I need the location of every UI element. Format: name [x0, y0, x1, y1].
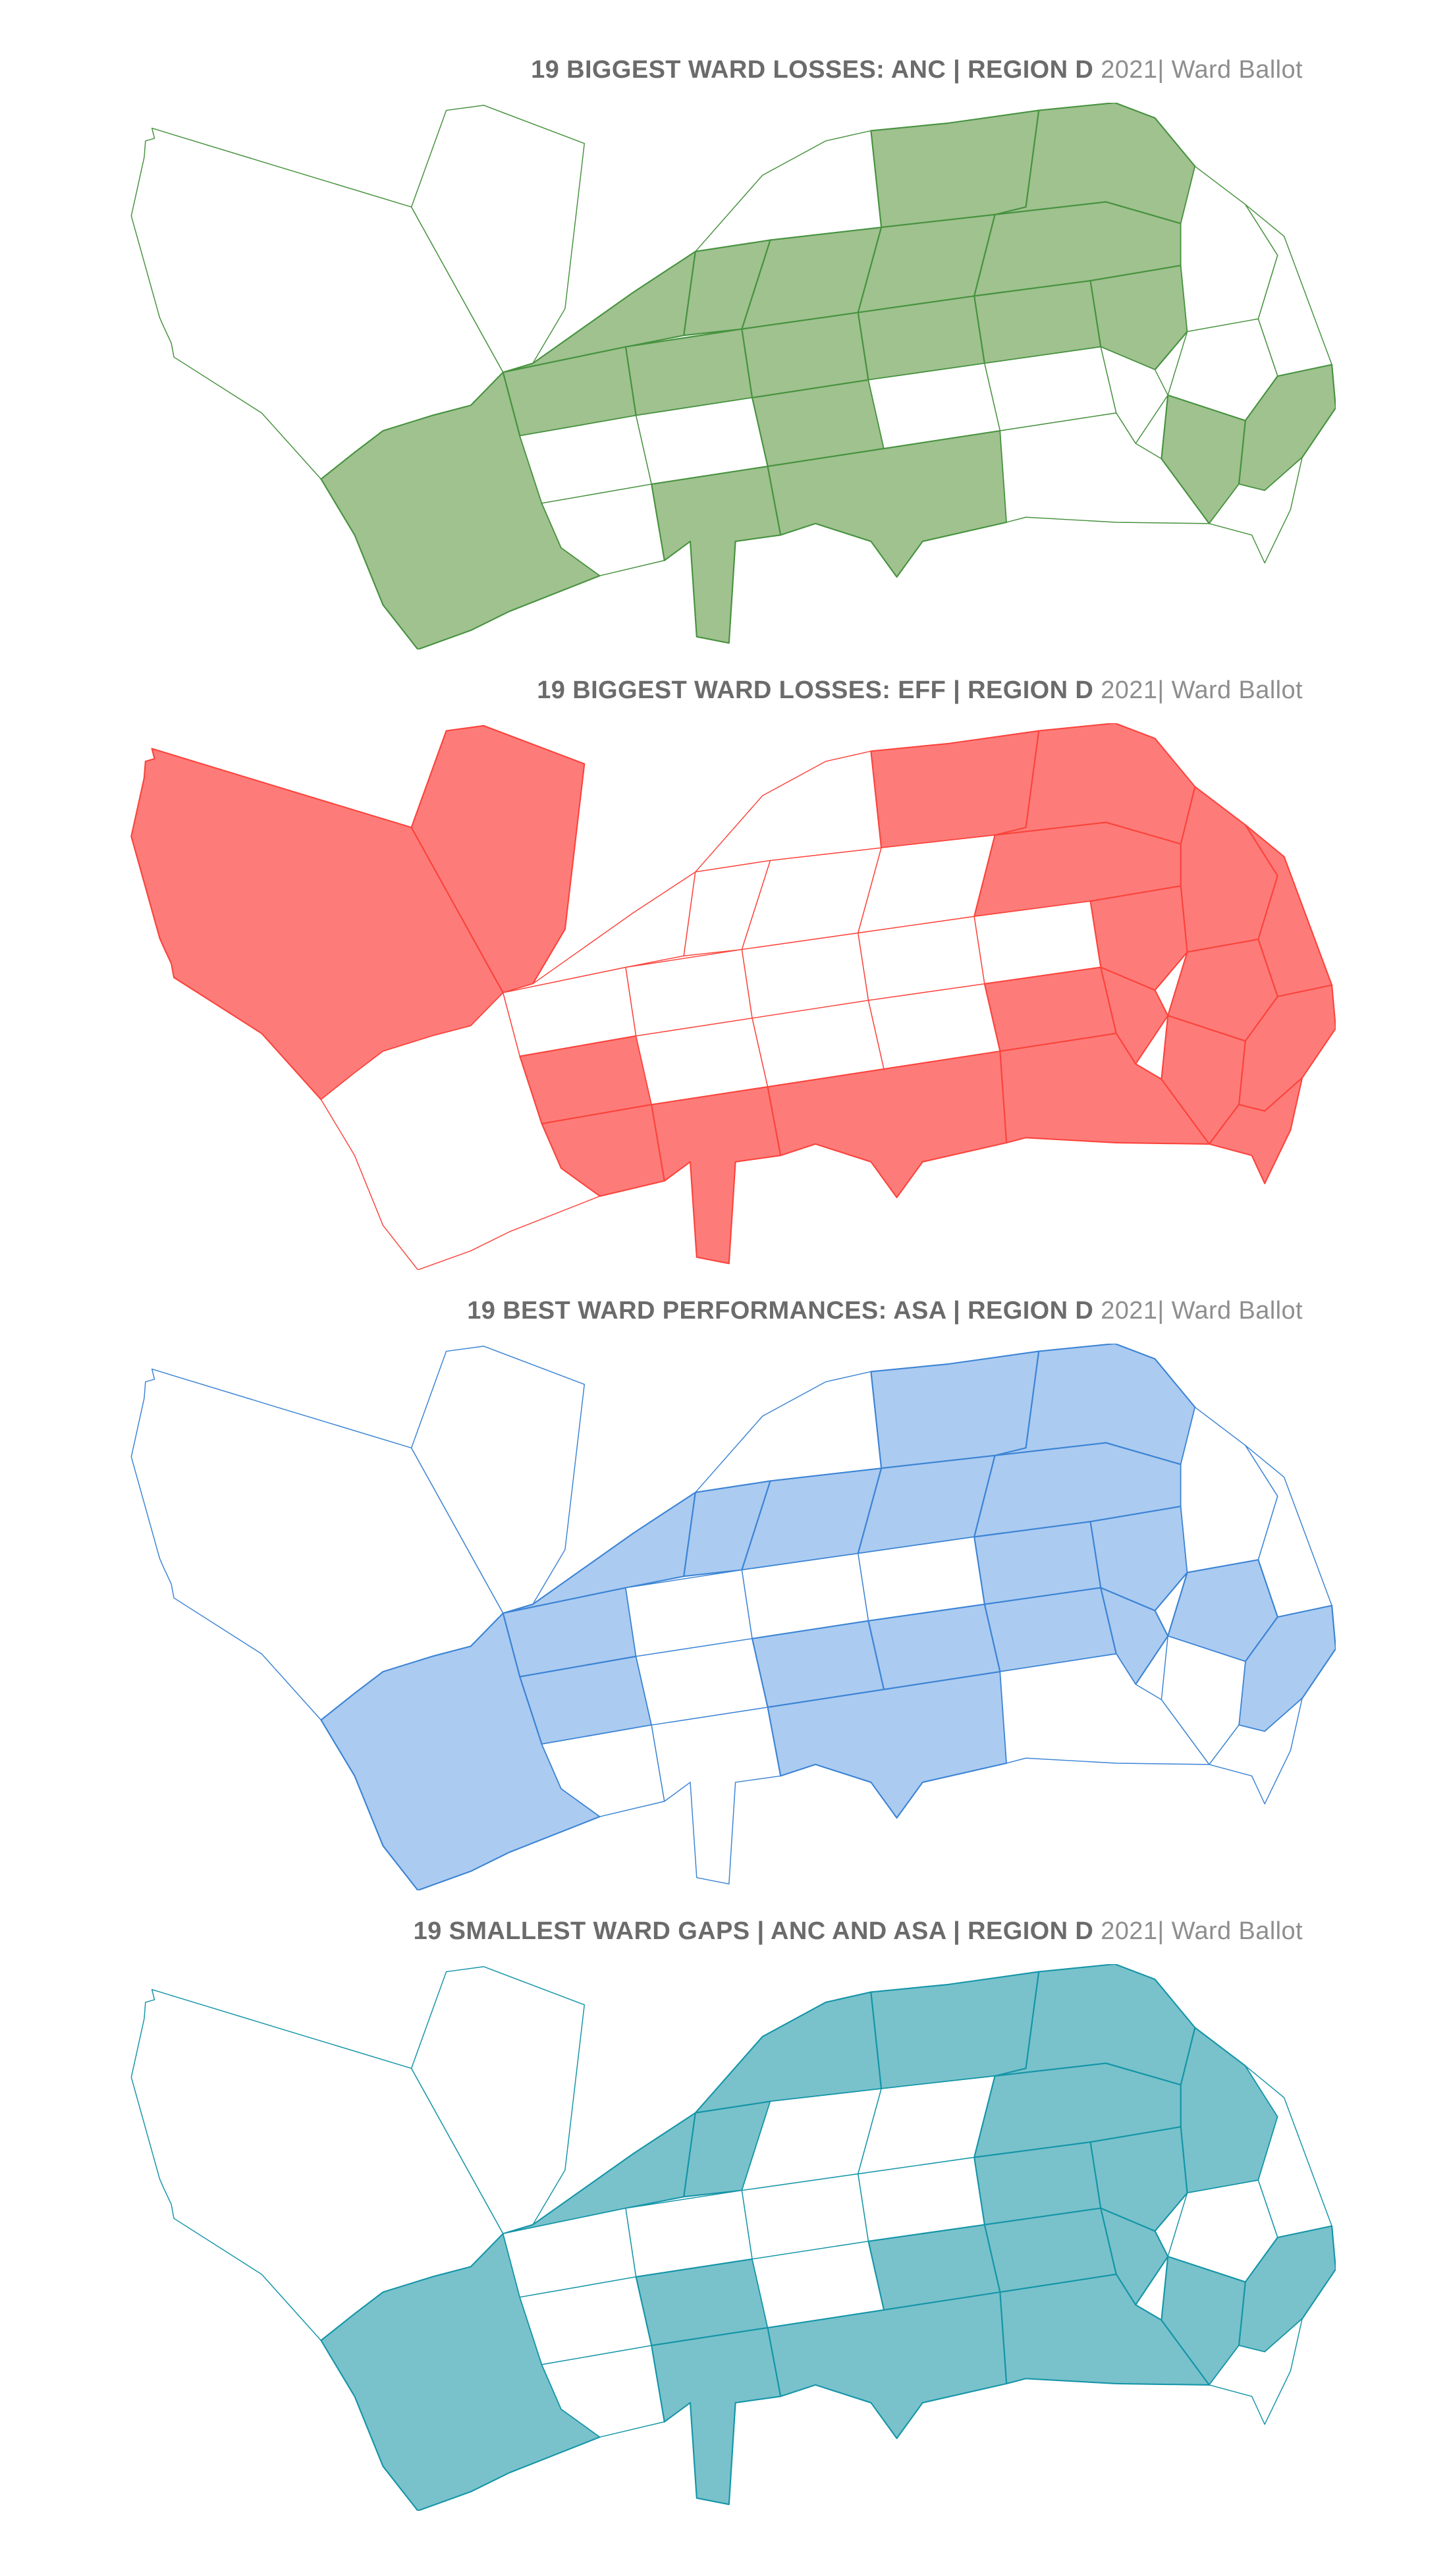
ward-map-anc-losses: [45, 103, 1336, 649]
map-title-light: 2021| Ward Ballot: [1101, 56, 1303, 84]
ward-S2: [651, 2328, 780, 2504]
map-title-bold: 19 BIGGEST WARD LOSSES: ANC | REGION D: [531, 56, 1094, 84]
map-title-light: 2021| Ward Ballot: [1101, 676, 1303, 704]
map-title-light: 2021| Ward Ballot: [1101, 1297, 1303, 1325]
panel-eff-ward-losses: [0, 674, 1449, 1270]
panel-anc-ward-losses: [0, 54, 1449, 649]
ward-S2: [651, 1087, 780, 1263]
ward-S2: [651, 466, 780, 643]
map-title-anc-asa-gaps: [0, 1915, 1449, 1947]
ward-map-eff-losses: [45, 723, 1336, 1270]
panel-asa-best-performances: [0, 1295, 1449, 1890]
map-title-light: 2021| Ward Ballot: [1101, 1917, 1303, 1945]
map-title-eff-losses: [0, 674, 1449, 706]
ward-map-asa-best: [45, 1344, 1336, 1890]
map-title-bold: 19 BEST WARD PERFORMANCES: ASA | REGION D: [467, 1297, 1094, 1325]
map-title-anc-losses: [0, 54, 1449, 86]
map-title-asa-best: [0, 1295, 1449, 1327]
ward-S2: [651, 1707, 780, 1884]
panel-anc-asa-smallest-gaps: [0, 1915, 1449, 2511]
map-title-bold: 19 SMALLEST WARD GAPS | ANC AND ASA | REGION D: [413, 1917, 1094, 1945]
map-title-bold: 19 BIGGEST WARD LOSSES: EFF | REGION D: [537, 676, 1094, 704]
ward-map-anc-asa-gaps: [45, 1964, 1336, 2511]
